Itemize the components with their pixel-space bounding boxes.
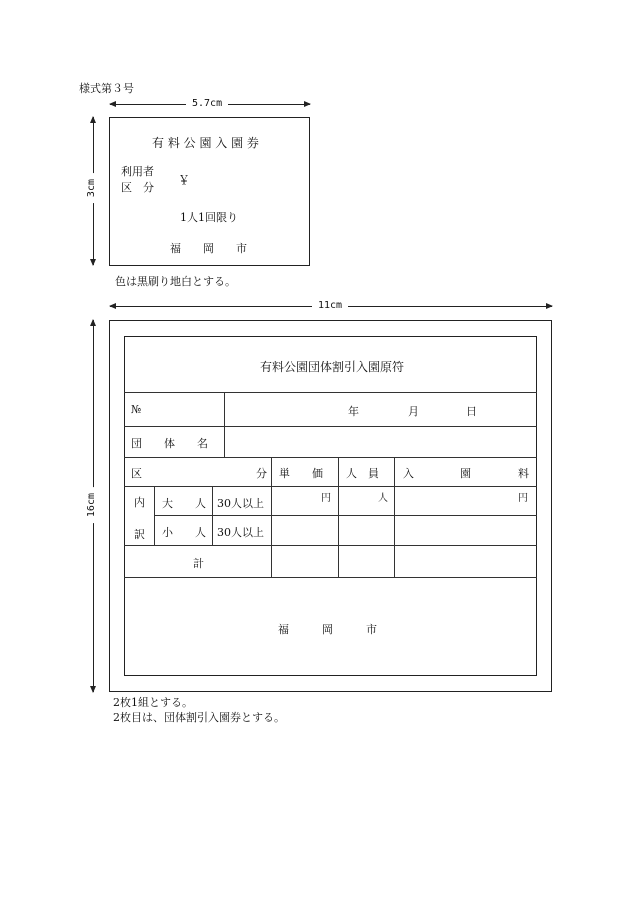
group-name-label: 団 体 名 xyxy=(131,437,208,450)
admission-ticket xyxy=(109,117,310,266)
voucher-height-label: 16cm xyxy=(86,487,97,523)
ticket-limit: 1人1回限り xyxy=(180,211,238,224)
note-line-1: 2枚1組とする。 xyxy=(113,696,193,709)
date-day-label: 日 xyxy=(466,405,477,418)
ticket-user-label-line1: 利用者 xyxy=(121,165,154,178)
ticket-title: 有 料 公 園 入 園 券 xyxy=(152,136,259,150)
child-condition: 30人以上 xyxy=(217,526,264,539)
entrance-fee-header-2: 園 xyxy=(460,467,471,480)
ticket-user-label-line2: 区 分 xyxy=(121,181,154,194)
adult-condition: 30人以上 xyxy=(217,497,264,510)
ticket-yen-sign: ￥ xyxy=(178,173,191,187)
persons-header: 人 員 xyxy=(346,467,379,480)
total-label: 計 xyxy=(193,557,204,570)
entrance-fee-header-3: 料 xyxy=(518,467,529,480)
voucher-issuer: 福 岡 市 xyxy=(278,623,377,636)
ticket-note: 色は黒刷り地白とする。 xyxy=(115,275,236,288)
note-line-2: 2枚目は、団体割引入園券とする。 xyxy=(113,711,285,724)
voucher-title: 有料公園団体割引入園原符 xyxy=(260,360,405,374)
unit-price-header: 単 価 xyxy=(279,467,323,480)
date-year-label: 年 xyxy=(348,405,359,418)
breakdown-label-1: 内 xyxy=(134,496,145,509)
category-label-ku: 区 xyxy=(131,467,142,480)
category-label-bun: 分 xyxy=(256,467,267,480)
voucher-number-label: № xyxy=(131,403,142,416)
child-label: 小 人 xyxy=(162,526,206,539)
ticket-width-label: 5.7cm xyxy=(186,98,228,109)
ticket-issuer: 福 岡 市 xyxy=(170,242,247,255)
adult-fee-unit: 円 xyxy=(518,493,528,504)
voucher-width-label: 11cm xyxy=(312,300,348,311)
ticket-height-label: 3cm xyxy=(86,173,97,203)
adult-price-unit: 円 xyxy=(321,493,331,504)
date-month-label: 月 xyxy=(408,405,419,418)
entrance-fee-header-1: 入 xyxy=(403,467,414,480)
breakdown-label-2: 訳 xyxy=(134,528,145,541)
form-number: 様式第３号 xyxy=(79,82,134,95)
adult-label: 大 人 xyxy=(162,497,206,510)
adult-persons-unit: 人 xyxy=(378,493,388,504)
